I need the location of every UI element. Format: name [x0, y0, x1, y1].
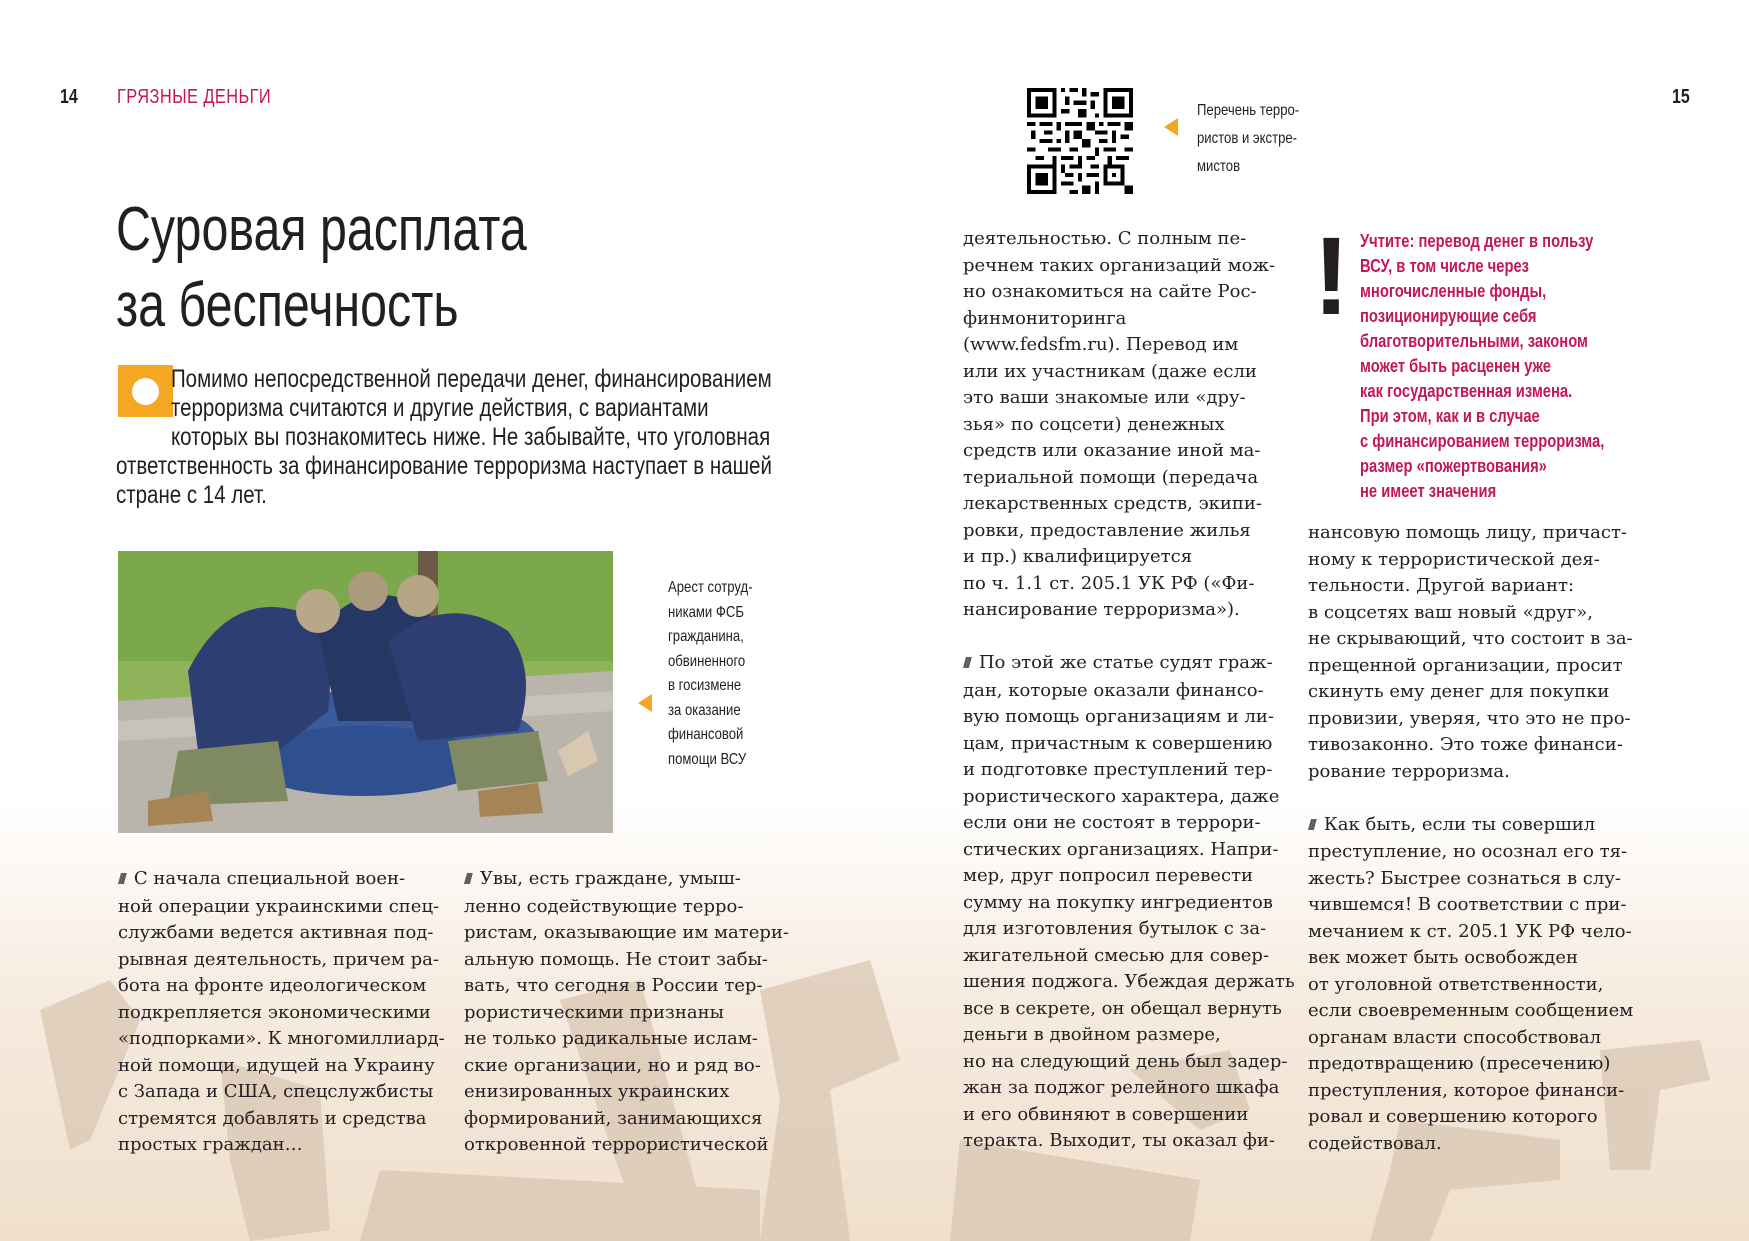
body-line: нансирование терроризма»).: [963, 599, 1240, 620]
body-line: деятельностью. С полным пе-: [963, 228, 1247, 249]
body-line: вать, что сегодня в России тер-: [464, 975, 763, 996]
body-line: териальной помощи (передача: [963, 466, 1259, 488]
note-line: При этом, как и в случае: [1360, 406, 1540, 426]
arrest-photo: [118, 551, 613, 833]
body-line: тельности. Другой вариант:: [1308, 575, 1575, 596]
photo-caption-line: финансовой: [668, 726, 744, 743]
qr-caption: [1197, 97, 1299, 181]
body-column-2: [464, 866, 789, 1159]
section-label: ГРЯЗНЫЕ ДЕНЬГИ: [117, 86, 272, 108]
qr-caption-line: мистов: [1197, 158, 1241, 175]
body-line: нансовую помощь лицу, причаст-: [1308, 522, 1627, 543]
body-line: не только радикальные ислам-: [464, 1028, 758, 1049]
body-line: рористического характера, даже: [963, 785, 1280, 807]
note-line: как государственная измена.: [1360, 381, 1573, 401]
body-line: ристам, оказывающие им матери-: [464, 922, 790, 943]
body-line: ному к террористической дея-: [1308, 548, 1600, 570]
body-line: «подпорками». К многомиллиард-: [118, 1028, 445, 1049]
body-line: жан за поджог релейного шкафа: [963, 1077, 1280, 1098]
body-line: рывная деятельность, причем ра-: [118, 948, 439, 970]
body-line: Увы, есть граждане, умыш-: [479, 868, 741, 889]
body-line: тивозаконно. Это тоже финанси-: [1308, 734, 1623, 755]
body-line: формирований, занимающихся: [464, 1107, 763, 1129]
body-line: стремятся добавлять и средства: [118, 1107, 427, 1129]
body-line: вую помощь организациям и ли-: [963, 706, 1274, 727]
body-line: это ваши знакомые или «дру-: [963, 387, 1246, 408]
body-line: средств или оказание иной ма-: [963, 440, 1261, 461]
body-line: жигательной смесью для совер-: [963, 944, 1270, 966]
body-line: альную помощь. Не стоит забы-: [464, 948, 769, 970]
body-line: По этой же статье судят граж-: [978, 652, 1273, 673]
body-line: простых граждан…: [118, 1134, 303, 1155]
body-line: службами ведется активная под-: [118, 922, 434, 943]
photo-caption-line: Арест сотруд-: [668, 579, 753, 596]
body-line: содействовал.: [1308, 1132, 1442, 1154]
body-line: все в секрете, он обещал вернуть: [963, 997, 1282, 1019]
lead-paragraph: [116, 365, 772, 510]
title-line: за беспечность: [116, 271, 459, 340]
body-line: преступления, которое финанси-: [1308, 1079, 1625, 1101]
body-line: шения поджога. Убеждая держать: [963, 971, 1295, 992]
body-line: и подготовке преступлений тер-: [963, 759, 1273, 780]
body-line: ровал и совершению которого: [1308, 1106, 1598, 1127]
note-line: не имеет значения: [1360, 481, 1497, 501]
body-line: век может быть освобожден: [1308, 947, 1578, 968]
body-line: енизированных украинских: [464, 1081, 730, 1102]
body-line: деньги в двойном размере,: [963, 1024, 1221, 1045]
body-line: но на следующий день был задер-: [963, 1050, 1288, 1072]
body-line: с Запада и США, спецслужбисты: [118, 1081, 434, 1102]
note-line: может быть расценен уже: [1360, 356, 1552, 376]
body-line: в соцсетях ваш новый «друг»,: [1308, 601, 1593, 623]
article-title: [116, 192, 527, 344]
body-line: ровки, предоставление жилья: [963, 519, 1251, 541]
body-column-4: [1308, 520, 1633, 1157]
lead-line: которых вы познакомитесь ниже. Не забывайте, что уголовная: [170, 423, 771, 451]
body-line: зья» по соцсети) денежных: [963, 413, 1225, 435]
lead-line: терроризма считаются и другие действия, с вариантами: [170, 394, 709, 422]
body-line: скинуть ему денег для покупки: [1308, 681, 1610, 702]
body-line: не скрывающий, что состоит в за-: [1308, 628, 1633, 649]
body-line: стических организациях. Напри-: [963, 838, 1279, 860]
body-line: если своевременным сообщением: [1308, 1000, 1634, 1021]
body-line: финмониторинга: [963, 307, 1127, 329]
body-line: прещенной организации, просит: [1308, 654, 1623, 676]
photo-caption-line: гражданина,: [668, 628, 744, 645]
caption-pointer-icon: [638, 694, 652, 712]
body-line: Как быть, если ты совершил: [1323, 813, 1596, 835]
photo-caption: [668, 576, 753, 772]
qr-code[interactable]: [1027, 88, 1133, 194]
qr-caption-pointer-icon: [1164, 118, 1178, 136]
lead-line: стране с 14 лет.: [116, 481, 267, 509]
body-line: цам, причастным к совершению: [963, 732, 1273, 754]
body-line: предотвращению (пресечению): [1308, 1053, 1611, 1074]
note-line: Учтите: перевод денег в пользу: [1360, 231, 1594, 251]
body-line: чившемся! В соответствии с при-: [1308, 894, 1627, 915]
left-page-number: 14: [60, 86, 78, 108]
body-line: теракта. Выходит, ты оказал фи-: [963, 1130, 1275, 1151]
note-line: позиционирующие себя: [1360, 306, 1537, 326]
body-line: сумму на покупку ингредиентов: [963, 891, 1273, 913]
body-line: подкрепляется экономическими: [118, 1001, 431, 1023]
body-line: если они не состоят в террори-: [963, 812, 1261, 833]
body-line: мечанием к ст. 205.1 УК РФ чело-: [1308, 920, 1632, 942]
body-line: (www.fedsfm.ru). Перевод им: [963, 334, 1239, 355]
body-line: ленно содействующие терро-: [464, 895, 744, 917]
arrest-photo-illustration: [118, 551, 613, 833]
body-line: по ч. 1.1 ст. 205.1 УК РФ («Фи-: [963, 572, 1255, 594]
body-line: от уголовной ответственности,: [1308, 973, 1604, 995]
body-line: ной помощи, идущей на Украину: [118, 1054, 435, 1076]
paragraph-marker: /////: [1308, 816, 1314, 834]
body-line: дан, которые оказали финансо-: [963, 679, 1264, 701]
lead-line: Помимо непосредственной передачи денег, финансированием: [170, 365, 772, 393]
photo-caption-line: в госизмене: [668, 677, 742, 694]
photo-caption-line: обвиненного: [668, 652, 746, 670]
body-line: ские организации, но и ряд во-: [464, 1054, 761, 1076]
body-line: провизии, уверяя, что это не про-: [1308, 707, 1631, 729]
exclamation-icon: !: [1313, 215, 1350, 338]
body-column-1: [118, 866, 445, 1159]
paragraph-marker: /////: [963, 655, 969, 672]
qr-caption-line: ристов и экстре-: [1197, 130, 1298, 147]
body-line: для изготовления бутылок с за-: [963, 918, 1267, 939]
qr-caption-line: Перечень терро-: [1197, 102, 1300, 119]
right-page-number: 15: [1672, 86, 1690, 108]
body-line: лекарственных средств, экипи-: [963, 493, 1262, 514]
note-line: ВСУ, в том числе через: [1360, 256, 1530, 276]
body-line: органам власти способствовал: [1308, 1026, 1602, 1048]
qr-code-pattern: [1027, 88, 1133, 194]
note-line: многочисленные фонды,: [1360, 281, 1547, 301]
note-line: с финансированием терроризма,: [1360, 431, 1605, 451]
title-line: Суровая расплата: [116, 195, 527, 264]
body-line: бота на фронте идеологическом: [118, 975, 427, 996]
photo-caption-line: помощи ВСУ: [668, 750, 747, 768]
body-line: откровенной террористической: [464, 1134, 769, 1155]
body-line: но ознакомиться на сайте Рос-: [963, 281, 1257, 302]
body-line: С начала специальной воен-: [133, 868, 406, 889]
body-line: речнем таких организаций мож-: [963, 254, 1276, 276]
body-line: жесть? Быстрее сознаться в слу-: [1308, 867, 1621, 889]
paragraph-marker: /////: [118, 871, 124, 888]
body-line: ной операции украинскими спец-: [118, 895, 440, 917]
body-line: преступление, но осознал его тя-: [1308, 841, 1628, 862]
lead-line: ответственность за финансирование терроризма наступает в нашей: [116, 452, 772, 480]
paragraph-marker: /////: [464, 871, 470, 888]
photo-caption-line: никами ФСБ: [668, 603, 744, 621]
body-line: рористическими признаны: [464, 1001, 724, 1023]
body-column-3: [963, 226, 1295, 1155]
photo-caption-line: за оказание: [668, 701, 741, 719]
note-line: размер «пожертвования»: [1360, 456, 1547, 476]
body-line: или их участникам (даже если: [963, 360, 1257, 382]
body-line: и его обвиняют в совершении: [963, 1103, 1249, 1125]
warning-note: [1360, 229, 1604, 504]
note-line: благотворительными, законом: [1360, 331, 1588, 351]
body-line: мер, друг попросил перевести: [963, 865, 1254, 886]
body-line: и пр.) квалифицируется: [963, 546, 1193, 567]
body-line: рование терроризма.: [1308, 760, 1510, 782]
